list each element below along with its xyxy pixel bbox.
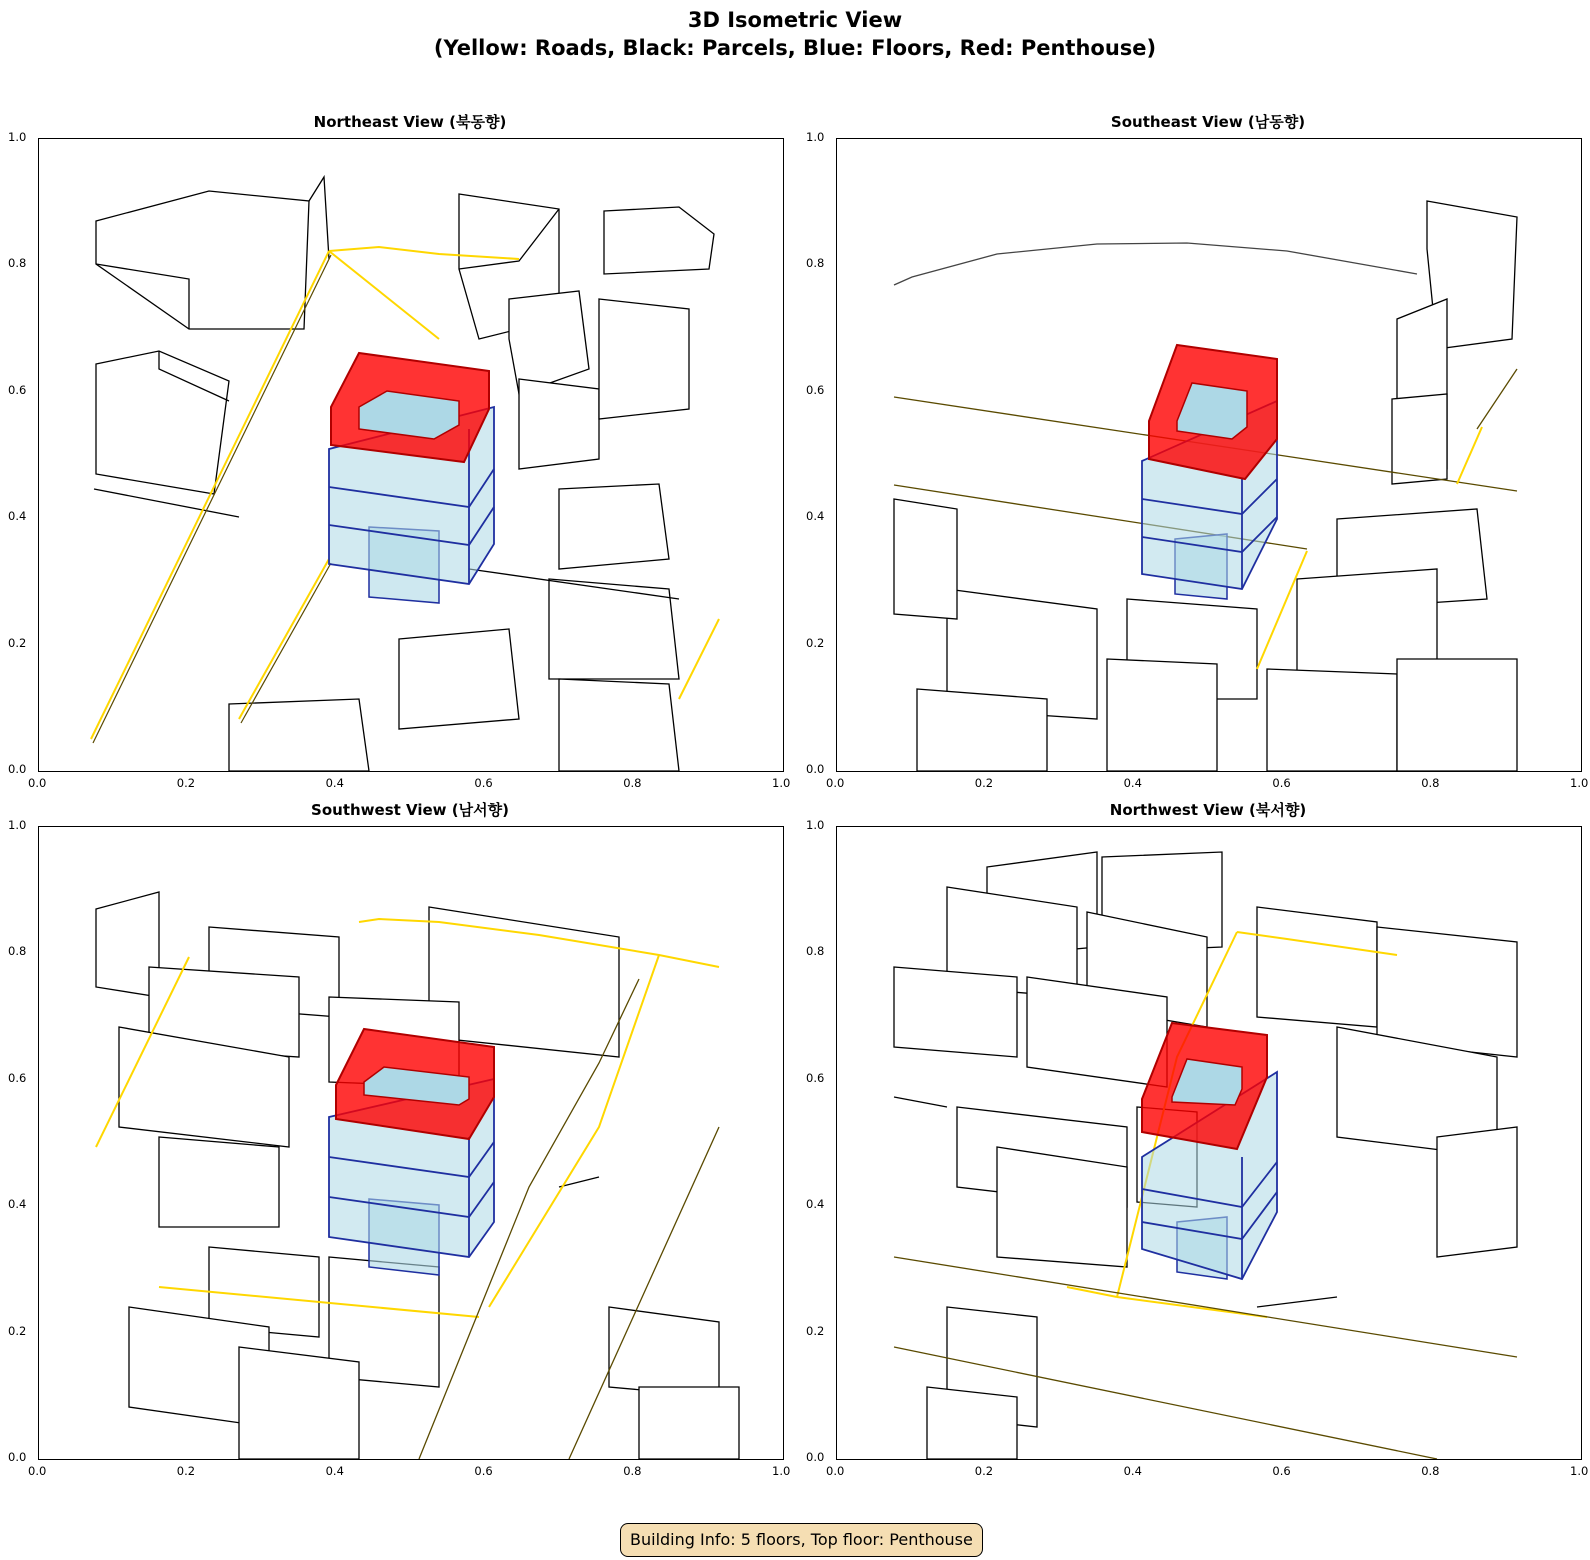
x-tick-label: 0.4	[1123, 776, 1142, 790]
x-tick-label: 0.4	[325, 1464, 344, 1478]
x-tick-label: 0.6	[1272, 776, 1291, 790]
target-building	[329, 353, 494, 603]
x-tick-label: 1.0	[1570, 776, 1589, 790]
x-tick-label: 0.4	[1123, 1464, 1142, 1478]
y-tick-label: 0.6	[806, 382, 825, 397]
panel-title: Southwest View (남서향)	[311, 801, 509, 819]
y-tick-label: 0.2	[8, 1323, 27, 1338]
y-tick-label: 0.4	[806, 1197, 825, 1212]
x-tick-label: 1.0	[772, 1464, 791, 1478]
x-tick-label: 0.4	[325, 776, 344, 790]
x-tick-label: 0.8	[623, 1464, 642, 1478]
figure-title-line1: 3D Isometric View	[687, 8, 903, 32]
panel-title: Northeast View (북동향)	[313, 113, 507, 131]
figure-title	[0, 6, 1590, 62]
y-tick-label: 0.8	[8, 256, 27, 271]
x-tick-label: 0.8	[1421, 776, 1440, 790]
y-tick-label: 0.8	[806, 256, 825, 271]
x-tick-label: 0.2	[176, 776, 196, 790]
scene-northwest	[837, 827, 1581, 1459]
panel-title: Northwest View (북서향)	[1109, 801, 1307, 819]
scene-southwest	[39, 827, 783, 1459]
plot-area	[836, 826, 1582, 1460]
plot-area	[38, 138, 784, 772]
plot-area	[836, 138, 1582, 772]
figure-title-line2: (Yellow: Roads, Black: Parcels, Blue: Floors, Red: Penthouse)	[433, 36, 1157, 60]
building-info-box: Building Info: 5 floors, Top floor: Penthouse	[620, 1523, 983, 1557]
y-tick-label: 1.0	[806, 818, 825, 832]
x-tick-label: 0.0	[826, 1464, 845, 1478]
y-tick-label: 1.0	[8, 130, 27, 144]
x-tick-label: 0.2	[974, 1464, 994, 1478]
x-tick-label: 0.6	[474, 1464, 493, 1478]
y-tick-label: 0.8	[806, 944, 825, 959]
y-tick-label: 0.2	[806, 635, 825, 650]
plot-area	[38, 826, 784, 1460]
x-tick-label: 0.0	[28, 776, 47, 790]
x-tick-label: 0.2	[176, 1464, 196, 1478]
x-tick-label: 0.6	[474, 776, 493, 790]
x-tick-label: 1.0	[772, 776, 791, 790]
target-building	[1142, 1023, 1277, 1279]
y-tick-label: 0.4	[8, 509, 27, 524]
x-tick-label: 0.8	[623, 776, 642, 790]
target-building	[329, 1029, 494, 1275]
y-tick-label: 0.4	[806, 509, 825, 524]
x-tick-label: 0.6	[1272, 1464, 1291, 1478]
y-tick-label: 1.0	[806, 130, 825, 144]
y-tick-label: 0.8	[8, 944, 27, 959]
scene-southeast	[837, 139, 1581, 771]
x-tick-label: 0.8	[1421, 1464, 1440, 1478]
target-building	[1142, 345, 1277, 599]
x-tick-label: 0.2	[974, 776, 994, 790]
x-tick-label: 1.0	[1570, 1464, 1589, 1478]
y-tick-label: 1.0	[8, 818, 27, 832]
y-tick-label: 0.0	[806, 1450, 825, 1464]
x-tick-label: 0.0	[826, 776, 845, 790]
y-tick-label: 0.2	[806, 1323, 825, 1338]
scene-northeast	[39, 139, 783, 771]
panel-title: Southeast View (남동향)	[1110, 113, 1306, 131]
y-tick-label: 0.6	[806, 1070, 825, 1085]
y-tick-label: 0.6	[8, 382, 27, 397]
y-tick-label: 0.0	[806, 762, 825, 776]
y-tick-label: 0.0	[8, 762, 27, 776]
y-tick-label: 0.4	[8, 1197, 27, 1212]
y-tick-label: 0.0	[8, 1450, 27, 1464]
x-tick-label: 0.0	[28, 1464, 47, 1478]
y-tick-label: 0.2	[8, 635, 27, 650]
y-tick-label: 0.6	[8, 1070, 27, 1085]
